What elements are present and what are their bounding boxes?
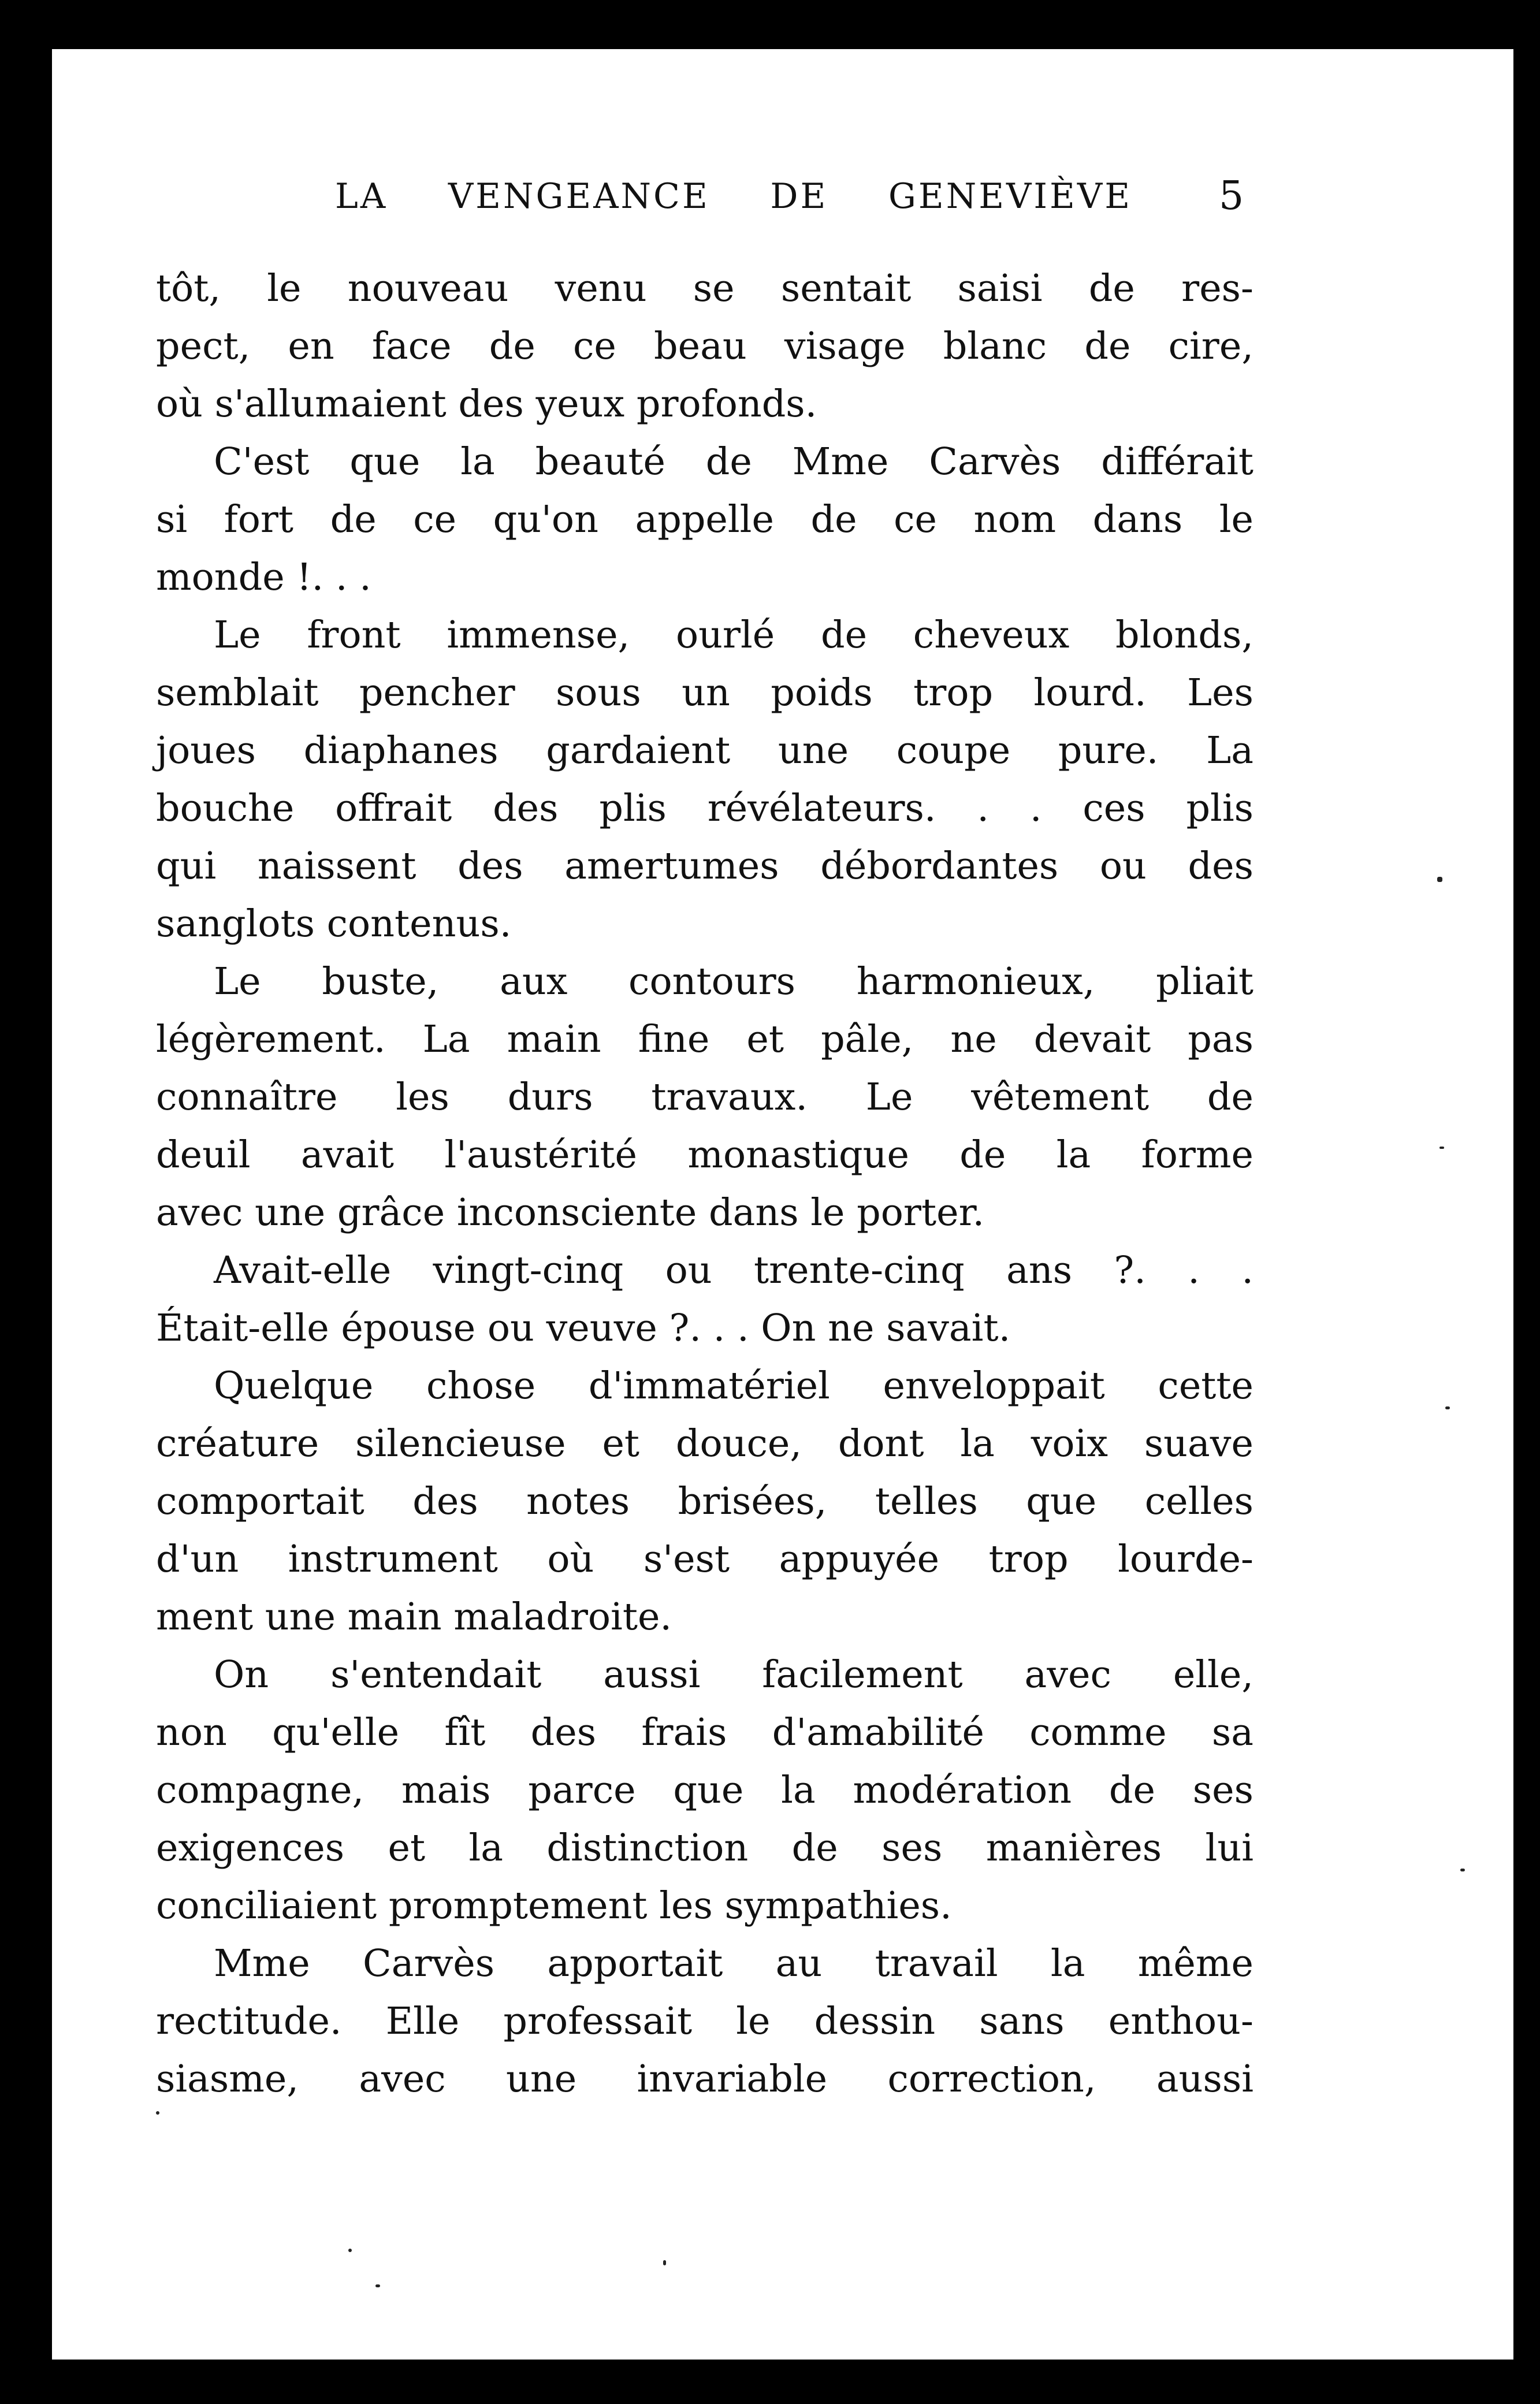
text-line: joues diaphanes gardaient une coupe pure. La (156, 729, 1253, 772)
text-line: Avait-elle vingt-cinq ou trente-cinq ans ?. . . (214, 1249, 1253, 1292)
page-header (52, 170, 1513, 222)
scan-speck (375, 2284, 380, 2287)
text-line: monde !. . . (156, 556, 371, 599)
text-line: Quelque chose d'immatériel enveloppait cette (214, 1364, 1253, 1408)
scan-speck (1439, 1147, 1444, 1149)
text-line: sanglots contenus. (156, 902, 512, 946)
page-number: 5 (1219, 173, 1244, 219)
text-line: siasme, avec une invariable correction, aussi (156, 2057, 1253, 2101)
text-line: bouche offrait des plis révélateurs. . . ces plis (156, 787, 1253, 830)
text-line: Le front immense, ourlé de cheveux blonds, (214, 613, 1253, 657)
text-line: deuil avait l'austérité monastique de la forme (156, 1133, 1253, 1177)
text-line: exigences et la distinction de ses manières lui (156, 1826, 1253, 1870)
scan-speck (1445, 1406, 1450, 1409)
binding-edge (18, 0, 27, 2404)
text-line: tôt, le nouveau venu se sentait saisi de res- (156, 267, 1253, 310)
text-line: Mme Carvès apportait au travail la même (214, 1942, 1253, 1985)
text-line: non qu'elle fît des frais d'amabilité comme sa (156, 1711, 1253, 1754)
text-line: si fort de ce qu'on appelle de ce nom dans le (156, 498, 1253, 541)
scan-speck (1437, 877, 1442, 882)
text-line: connaître les durs travaux. Le vêtement de (156, 1076, 1253, 1119)
text-line: semblait pencher sous un poids trop lourd. Les (156, 671, 1253, 714)
text-line: On s'entendait aussi facilement avec elle, (214, 1653, 1253, 1696)
scan-speck (1460, 1869, 1465, 1871)
text-line: où s'allumaient des yeux profonds. (156, 382, 817, 426)
text-line: avec une grâce inconsciente dans le porter. (156, 1191, 985, 1234)
scan-speck (663, 2260, 666, 2265)
text-line: conciliaient promptement les sympathies. (156, 1884, 952, 1927)
text-line: compagne, mais parce que la modération de ses (156, 1769, 1253, 1812)
text-line: comportait des notes brisées, telles que celles (156, 1480, 1253, 1523)
text-line: rectitude. Elle professait le dessin sans enthou- (156, 2000, 1253, 2043)
scan-speck (348, 2249, 352, 2252)
text-line: Était-elle épouse ou veuve ?. . . On ne savait. (156, 1307, 1011, 1350)
text-line: créature silencieuse et douce, dont la voix suave (156, 1422, 1253, 1465)
scan-speck (156, 2111, 159, 2115)
text-line: qui naissent des amertumes débordantes ou des (156, 844, 1253, 888)
text-line: d'un instrument où s'est appuyée trop lourde- (156, 1538, 1253, 1581)
page-sheet (52, 49, 1513, 2360)
text-line: pect, en face de ce beau visage blanc de cire, (156, 325, 1253, 368)
text-line: ment une main maladroite. (156, 1595, 672, 1639)
text-line: Le buste, aux contours harmonieux, pliait (214, 960, 1253, 1003)
text-line: C'est que la beauté de Mme Carvès différait (214, 440, 1253, 483)
body-text (156, 260, 1253, 2108)
running-title: LA VENGEANCE DE GENEVIÈVE (335, 176, 1132, 217)
text-line: légèrement. La main fine et pâle, ne devait pas (156, 1018, 1253, 1061)
